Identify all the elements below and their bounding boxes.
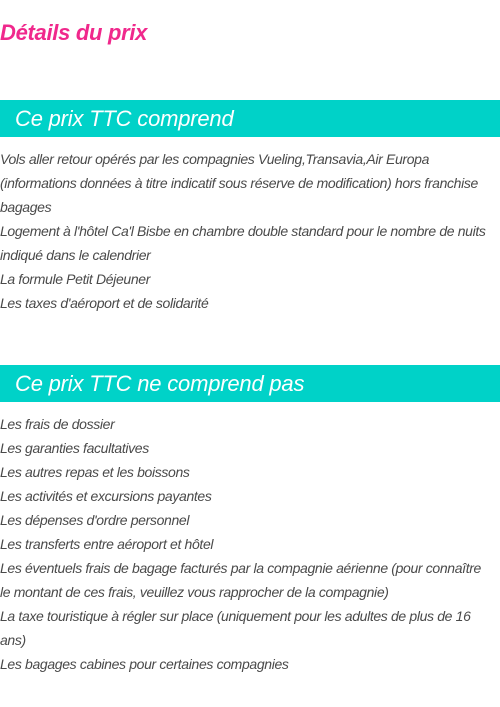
list-item: Les taxes d'aéroport et de solidarité [0,295,209,311]
excludes-section-heading: Ce prix TTC ne comprend pas [0,365,500,402]
list-item: Les activités et excursions payantes [0,488,212,504]
list-item: Les dépenses d'ordre personnel [0,512,190,528]
list-item: Les bagages cabines pour certaines compagnies [0,656,289,672]
list-item: La formule Petit Déjeuner [0,271,151,287]
includes-list [0,147,492,315]
page-title: Détails du prix [0,20,148,45]
list-item: Les transferts entre aéroport et hôtel [0,536,214,552]
list-item: Les garanties facultatives [0,440,149,456]
excludes-list [0,412,492,676]
includes-section-heading: Ce prix TTC comprend [0,100,500,137]
list-item: Les éventuels frais de bagage facturés par la compagnie aérienne (pour connaître le montant de ces frais, veuillez vous rapprocher de la compagnie) [0,560,481,600]
list-item: Logement à l'hôtel Ca'l Bisbe en chambre double standard pour le nombre de nuits indiqué dans le calendrier [0,223,486,263]
list-item: Les autres repas et les boissons [0,464,190,480]
list-item: La taxe touristique à régler sur place (uniquement pour les adultes de plus de 16 ans) [0,608,471,648]
list-item: Vols aller retour opérés par les compagnies Vueling,Transavia,Air Europa (informations données à titre indicatif sous réserve de modification) hors franchise bagages [0,151,478,215]
list-item: Les frais de dossier [0,416,115,432]
